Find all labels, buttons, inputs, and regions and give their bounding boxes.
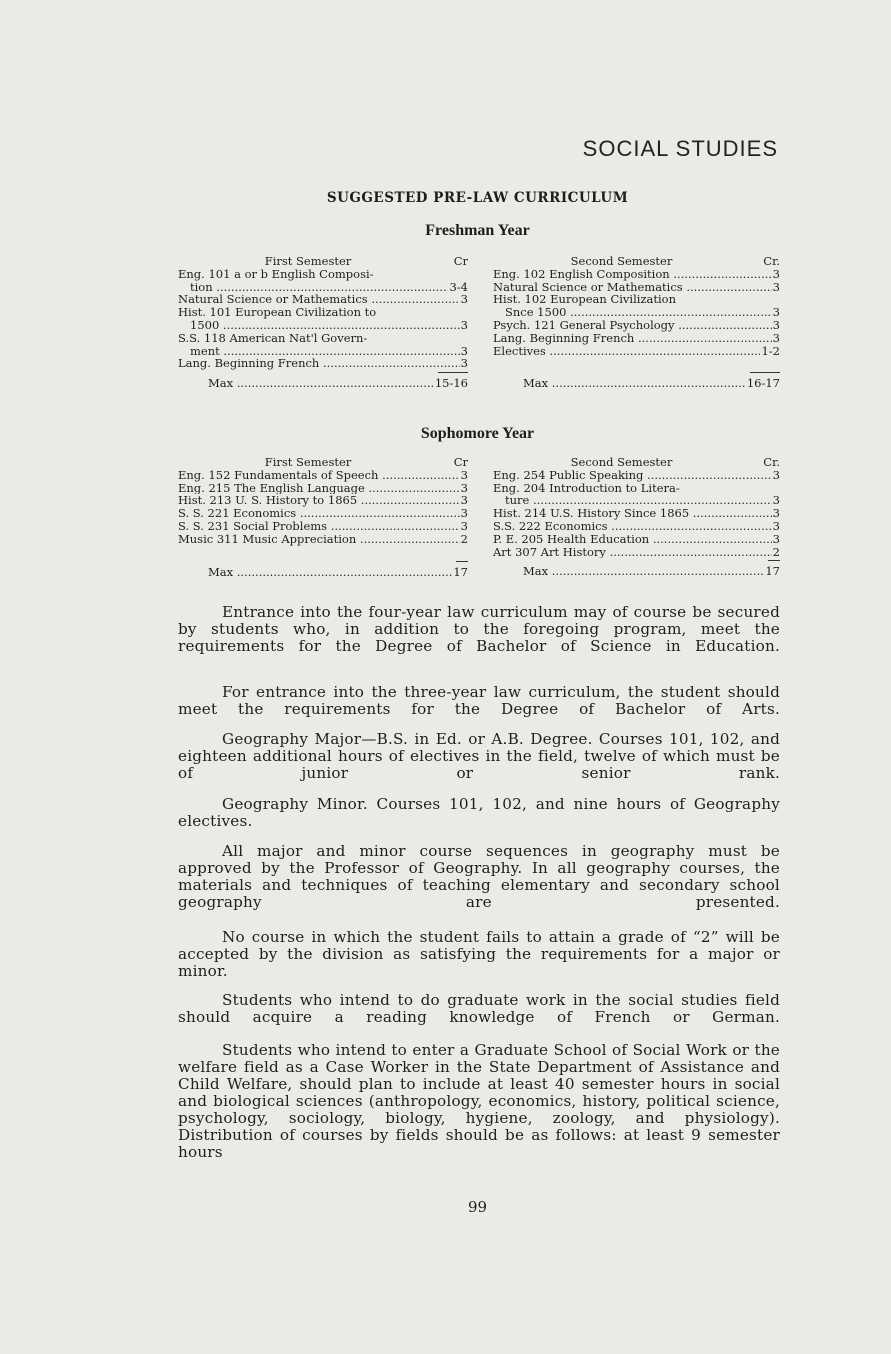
course-row: Eng. 152 Fundamentals of Speech ..... 3: [178, 469, 468, 482]
sophomore-year-title: Sophomore Year: [420, 425, 535, 442]
freshman-first-semester: [178, 255, 468, 390]
paragraph-grade-requirement: No course in which the student fails to attain a grade of “2” will be accepted by the division as satisfying the requirements for a major or minor.: [178, 928, 780, 980]
course-row: Hist. 102 European Civilization Snce 1500 ..... 3: [493, 293, 780, 319]
course-row: Eng. 101 a or b English Composi- tion ..... 3-4: [178, 268, 468, 294]
sophomore-first-semester: [178, 456, 468, 578]
paragraph-four-year-law: Entrance into the four-year law curriculum may of course be secured by students who, in addition to the foregoing program, meet the requirements for the Degree of Bachelor of Science in Education.: [178, 603, 780, 655]
course-row: Psych. 121 General Psychology ..... 3: [493, 319, 780, 332]
course-row: Natural Science or Mathematics ..... 3: [493, 281, 780, 294]
semester-label: Second Semester: [570, 455, 673, 469]
course-row: S. S. 221 Economics ..... 3: [178, 507, 468, 520]
paragraph-geography-minor: Geography Minor. Courses 101, 102, and nine hours of Geography electives.: [178, 795, 780, 830]
sum-rule: [768, 560, 780, 561]
paragraph-social-work: Students who intend to enter a Graduate School of Social Work or the welfare field as a Case Worker in the State Department of Assistance and Child Welfare, should plan to include at least 40 semester hours in social and biological sciences (anthropology, economics, history, political science, psychology, sociology, biology, hygiene, zoology, and physiology). Distribution of courses by fields should be as follows: at least 9 semester hours: [178, 1041, 780, 1161]
max-row: Max ..... 16-17: [493, 377, 780, 390]
sophomore-second-semester: [493, 456, 780, 578]
course-row: Hist. 101 European Civilization to 1500 ..... 3: [178, 306, 468, 332]
sum-rule: [438, 372, 468, 373]
course-row: Hist. 213 U. S. History to 1865 ..... 3: [178, 494, 468, 507]
course-row: S.S. 222 Economics ..... 3: [493, 520, 780, 533]
paragraph-three-year-law: For entrance into the three-year law curriculum, the student should meet the requirements for the Degree of Bachelor of Arts.: [178, 683, 780, 718]
sum-rule: [456, 561, 468, 562]
course-row: Eng. 215 The English Language ..... 3: [178, 482, 468, 495]
paragraph-graduate-work: Students who intend to do graduate work in the social studies field should acquire a reading knowledge of French or German.: [178, 991, 780, 1026]
course-row: Music 311 Music Appreciation ..... 2: [178, 533, 468, 546]
course-row: Lang. Beginning French ..... 3: [493, 332, 780, 345]
credit-header: Cr: [453, 254, 468, 268]
course-row: Eng. 204 Introduction to Litera- ture ..... 3: [493, 482, 780, 508]
course-row: Lang. Beginning French ..... 3: [178, 357, 468, 370]
credit-header: Cr: [453, 455, 468, 469]
course-row: S.S. 118 American Nat'l Govern- ment ..... 3: [178, 332, 468, 358]
semester-label: Second Semester: [570, 254, 673, 268]
page-title: SOCIAL STUDIES: [582, 136, 778, 161]
curriculum-title: SUGGESTED PRE-LAW CURRICULUM: [326, 190, 629, 206]
credit-header: Cr.: [763, 254, 780, 268]
semester-label: First Semester: [264, 455, 352, 469]
page-number: 99: [467, 1198, 488, 1216]
max-row: Max ..... 17: [493, 565, 780, 578]
course-row: P. E. 205 Health Education ..... 3: [493, 533, 780, 546]
semester-label: First Semester: [264, 254, 352, 268]
course-row: S. S. 231 Social Problems ..... 3: [178, 520, 468, 533]
course-row: Electives ..... 1-2: [493, 345, 780, 358]
course-row: Art 307 Art History ..... 2: [493, 546, 780, 559]
freshman-year-title: Freshman Year: [425, 222, 530, 239]
credit-header: Cr.: [763, 455, 780, 469]
max-row: Max ..... 15-16: [178, 377, 468, 390]
sum-rule: [750, 372, 780, 373]
max-row: Max ..... 17: [178, 566, 468, 579]
course-row: Eng. 254 Public Speaking ..... 3: [493, 469, 780, 482]
course-row: Hist. 214 U.S. History Since 1865 ..... 3: [493, 507, 780, 520]
paragraph-course-sequences: All major and minor course sequences in geography must be approved by the Professor of Geography. In all geography courses, the materials and techniques of teaching elementary and secondary school geography are presented.: [178, 842, 780, 911]
course-row: Eng. 102 English Composition ..... 3: [493, 268, 780, 281]
paragraph-geography-major: Geography Major—B.S. in Ed. or A.B. Degree. Courses 101, 102, and eighteen additional hours of electives in the field, twelve of which must be of junior or senior rank.: [178, 730, 780, 782]
freshman-second-semester: [493, 255, 780, 390]
course-row: Natural Science or Mathematics ..... 3: [178, 293, 468, 306]
